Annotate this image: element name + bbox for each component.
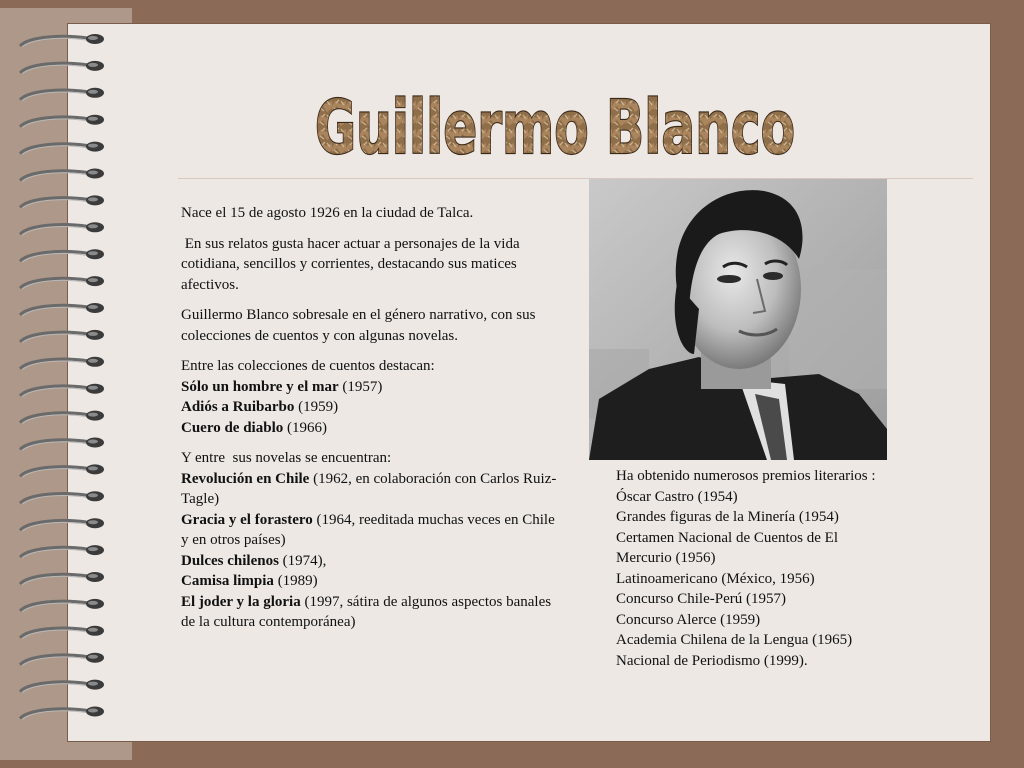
spiral-ring: [20, 599, 104, 612]
novela-title: Camisa limpia: [181, 573, 274, 589]
cuento-title: Cuero de diablo: [181, 419, 284, 436]
page-title-text: Guillermo Blanco: [315, 85, 795, 171]
award-item: Certamen Nacional de Cuentos de El Mercurio (1956): [616, 529, 839, 566]
spiral-ring: [20, 653, 104, 666]
novela-title: Gracia y el forastero: [181, 511, 313, 528]
spiral-ring: [20, 115, 104, 128]
spiral-ring: [20, 249, 104, 262]
genre-paragraph: Guillermo Blanco sobresale en el género narrativo, con sus colecciones de cuentos y con algunas novelas.: [181, 307, 536, 344]
spiral-ring: [20, 707, 104, 720]
spiral-ring: [20, 411, 104, 424]
novela-title: Dulces chilenos: [181, 552, 279, 569]
spiral-ring: [20, 545, 104, 558]
awards-list: [616, 466, 891, 671]
biography-column: [181, 203, 561, 643]
spiral-ring: [20, 384, 104, 397]
spiral-ring: [20, 88, 104, 101]
spiral-ring: [20, 34, 104, 47]
cuento-title: Adiós a Ruibarbo: [181, 399, 295, 415]
spiral-ring: [20, 438, 104, 451]
novela-detail: (1974),: [278, 552, 327, 569]
spiral-ring: [20, 61, 104, 74]
novela-detail: (1962, en colaboración con Carlos Ruiz-Tagle): [181, 470, 557, 507]
spiral-ring: [20, 518, 104, 531]
cuento-year: (1957): [338, 378, 383, 395]
novelas-heading: Y entre sus novelas se encuentran:: [181, 450, 392, 466]
spiral-ring: [20, 464, 104, 477]
award-item: Concurso Chile-Perú (1957): [616, 591, 786, 607]
spiral-ring: [20, 357, 104, 370]
birth-paragraph: Nace el 15 de agosto 1926 en la ciudad de Talca.: [181, 205, 474, 221]
award-item: Óscar Castro (1954): [616, 488, 738, 505]
cuento-title: Sólo un hombre y el mar: [181, 378, 339, 395]
novela-title: El joder y la gloria: [181, 593, 301, 610]
award-item: Concurso Alerce (1959): [616, 611, 761, 628]
spiral-ring: [20, 330, 104, 343]
novela-detail: (1989): [273, 573, 318, 589]
novela-title: Revolución en Chile: [181, 470, 310, 487]
spiral-binding: [0, 0, 120, 768]
award-item: Grandes figuras de la Minería (1954): [616, 509, 839, 525]
awards-heading: Ha obtenido numerosos premios literarios :: [616, 468, 876, 484]
cuentos-heading: Entre las colecciones de cuentos destacan:: [181, 358, 435, 374]
award-item: Latinoamericano (México, 1956): [616, 570, 815, 587]
spiral-ring: [20, 276, 104, 289]
spiral-ring: [20, 680, 104, 693]
novela-detail: (1964, reeditada muchas veces en Chile y en otros países): [181, 511, 559, 548]
spiral-ring: [20, 303, 104, 316]
cuentos-section: [181, 356, 561, 438]
award-item: Nacional de Periodismo (1999).: [616, 652, 808, 669]
novela-detail: (1997, sátira de algunos aspectos banales de la cultura contemporánea): [181, 593, 555, 630]
spiral-ring: [20, 626, 104, 639]
author-portrait: [589, 179, 887, 460]
spiral-ring: [20, 491, 104, 504]
relatos-paragraph: En sus relatos gusta hacer actuar a personajes de la vida cotidiana, sencillos y corrientes, destacando sus matices afectivos.: [181, 235, 524, 293]
page-title: [290, 78, 820, 171]
spiral-ring: [20, 142, 104, 155]
novelas-section: [181, 448, 561, 633]
cuento-year: (1959): [294, 399, 339, 415]
award-item: Academia Chilena de la Lengua (1965): [616, 632, 853, 648]
spiral-ring: [20, 222, 104, 235]
spiral-ring: [20, 169, 104, 182]
spiral-ring: [20, 572, 104, 585]
spiral-ring: [20, 195, 104, 208]
cuento-year: (1966): [283, 419, 327, 436]
